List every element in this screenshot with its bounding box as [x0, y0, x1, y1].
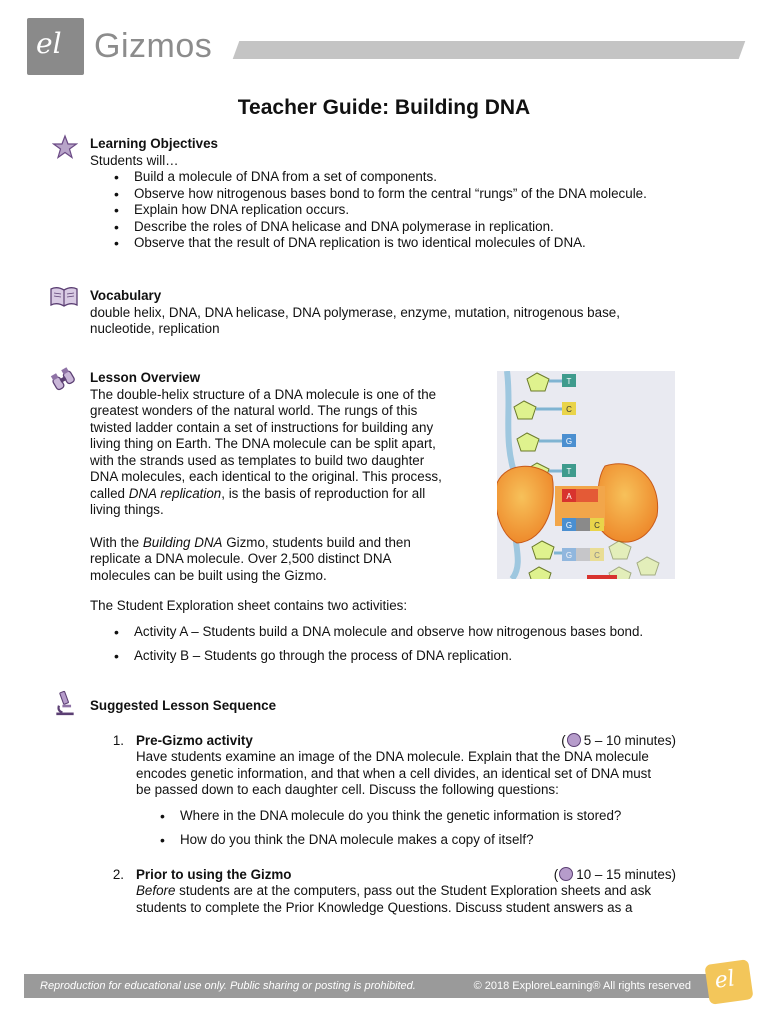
overview-text-line: greatest wonders of the natural world. The rungs of this [90, 403, 418, 418]
svg-text:G: G [565, 551, 573, 560]
vocabulary-terms-line: nucleotide, replication [90, 321, 220, 336]
header-bar [233, 41, 746, 59]
list-item: • Explain how DNA replication occurs. [114, 202, 690, 219]
clock-icon [567, 733, 581, 747]
brand-name: Gizmos [94, 27, 213, 65]
binoculars-icon [50, 366, 78, 392]
overview-text-line: The double-helix structure of a DNA molecule is one of the [90, 386, 437, 402]
overview-text-line: twisted ladder contain a set of instructions for building any [90, 419, 434, 435]
step-duration: ( 5 – 10 minutes) [561, 733, 676, 748]
step-duration: ( 10 – 15 minutes) [553, 867, 676, 882]
list-item: • Observe how nitrogenous bases bond to form the central “rungs” of the DNA molecule. [114, 186, 690, 203]
step-text-line: Before students are at the computers, pass out the Student Exploration sheets and ask [136, 883, 652, 898]
page-title: Teacher Guide: Building DNA [237, 96, 531, 119]
svg-text:C: C [594, 551, 600, 560]
step-number: 1. [112, 733, 124, 748]
list-item: • Describe the roles of DNA helicase and DNA polymerase in replication. [114, 219, 690, 236]
overview-text-line: molecules can be built using the Gizmo. [90, 567, 327, 583]
step-title: Prior to using the Gizmo [136, 867, 292, 882]
overview-text-line: replicate a DNA molecule. Over 2,500 distinct DNA [90, 551, 392, 566]
list-item: • Activity A – Students build a DNA molecule and observe how nitrogenous bases bond. [114, 624, 730, 641]
overview-text-line: living things. [90, 502, 164, 517]
lesson-overview [90, 370, 490, 584]
svg-text:C: C [594, 521, 600, 530]
term-dna-replication: DNA replication [128, 485, 222, 501]
activities-intro: The Student Exploration sheet contains two activities: [90, 598, 408, 613]
step-text-line: students to complete the Prior Knowledge Questions. Discuss student answers as a [136, 899, 633, 915]
footer-copyright: © 2018 ExploreLearning® All rights reserved [473, 980, 691, 992]
questions-list [160, 808, 696, 849]
overview-text-line: With the Building DNA Gizmo, students build and then [90, 534, 411, 550]
step-text-line: be passed down to each daughter cell. Discuss the following questions: [136, 782, 559, 797]
learning-objectives [90, 136, 690, 252]
overview-text-line: called DNA replication, is the basis of reproduction for all [90, 485, 426, 501]
step-text-line: Have students examine an image of the DNA molecule. Explain that the DNA molecule [136, 749, 649, 764]
overview-text-line: living thing on Earth. The DNA molecule can be split apart, [90, 436, 436, 451]
dna-replication-image [497, 371, 675, 579]
term-building-dna: Building DNA [142, 534, 223, 550]
overview-text-line: DNA molecules, each identical to the original. This process, [90, 469, 442, 484]
list-item: • Build a molecule of DNA from a set of components. [114, 169, 690, 186]
objectives-intro: Students will… [90, 152, 179, 168]
vocabulary-section [90, 288, 710, 338]
list-item: • Activity B – Students go through the process of DNA replication. [114, 648, 730, 665]
microscope-icon [52, 690, 78, 716]
lesson-sequence-heading: Suggested Lesson Sequence [90, 698, 277, 713]
gizmos-logo: el [27, 18, 84, 75]
step-number: 2. [112, 867, 124, 882]
explorelearning-logo: el [704, 959, 753, 1005]
list-item: • How do you think the DNA molecule makes a copy of itself? [160, 832, 696, 849]
clock-icon [559, 867, 573, 881]
svg-text:G: G [565, 521, 573, 530]
step-body [136, 749, 696, 849]
overview-text-line: with the strands used as templates to build two daughter [90, 452, 425, 468]
objectives-list [114, 169, 690, 252]
activities-section [90, 598, 730, 665]
list-item: • Where in the DNA molecule do you think the genetic information is stored? [160, 808, 696, 825]
star-icon [52, 134, 78, 160]
learning-objectives-heading: Learning Objectives [90, 136, 218, 151]
base-label: C [566, 405, 572, 414]
step-body [136, 883, 696, 916]
step-title: Pre-Gizmo activity [136, 733, 253, 748]
base-label: T [566, 377, 572, 386]
vocabulary-heading: Vocabulary [90, 288, 162, 303]
vocabulary-terms-line: double helix, DNA, DNA helicase, DNA polymerase, enzyme, mutation, nitrogenous base, [90, 304, 620, 320]
activities-list [114, 624, 730, 665]
base-label: T [566, 467, 572, 476]
list-item: • Observe that the result of DNA replication is two identical molecules of DNA. [114, 235, 690, 252]
lesson-overview-heading: Lesson Overview [90, 370, 201, 385]
footer-notice: Reproduction for educational use only. Public sharing or posting is prohibited. [40, 980, 416, 992]
svg-text:A: A [566, 492, 572, 501]
book-icon [49, 284, 79, 310]
step-text-line: encodes genetic information, and that when a cell divides, an identical set of DNA must [136, 765, 652, 781]
footer-bar [24, 974, 709, 998]
base-label: G [565, 437, 573, 446]
